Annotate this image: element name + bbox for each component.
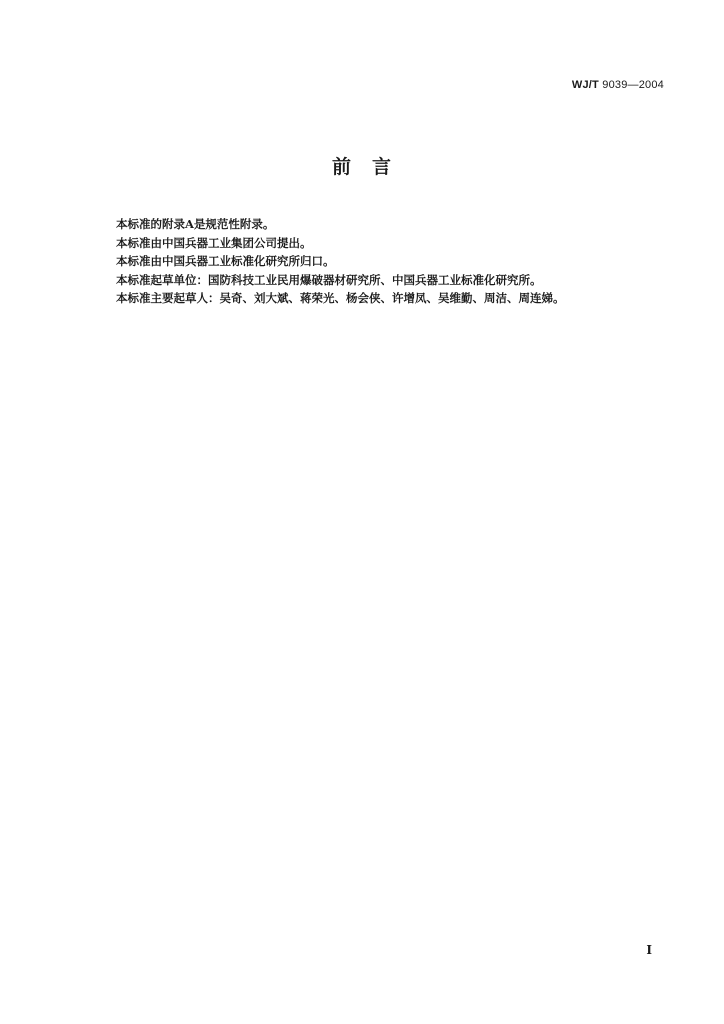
standard-number: 9039—2004 — [602, 79, 664, 91]
foreword-line-appendix: 本标准的附录A是规范性附录。 — [116, 217, 275, 231]
page-title: 前 言 — [331, 156, 392, 178]
foreword-line-drafting-units: 本标准起草单位：国防科技工业民用爆破器材研究所、中国兵器工业标准化研究所。 — [116, 272, 542, 287]
foreword-body — [116, 215, 565, 308]
standard-code — [572, 79, 664, 91]
foreword-line-drafters: 本标准主要起草人：吴奇、刘大斌、蒋荣光、杨会侠、许增凤、吴维勤、周洁、周连娣。 — [116, 291, 565, 305]
foreword-line-administrator: 本标准由中国兵器工业标准化研究所归口。 — [116, 254, 335, 268]
standard-prefix: WJ/T — [571, 79, 599, 91]
page-number: I — [646, 943, 652, 957]
foreword-line-proposer: 本标准由中国兵器工业集团公司提出。 — [116, 235, 312, 250]
